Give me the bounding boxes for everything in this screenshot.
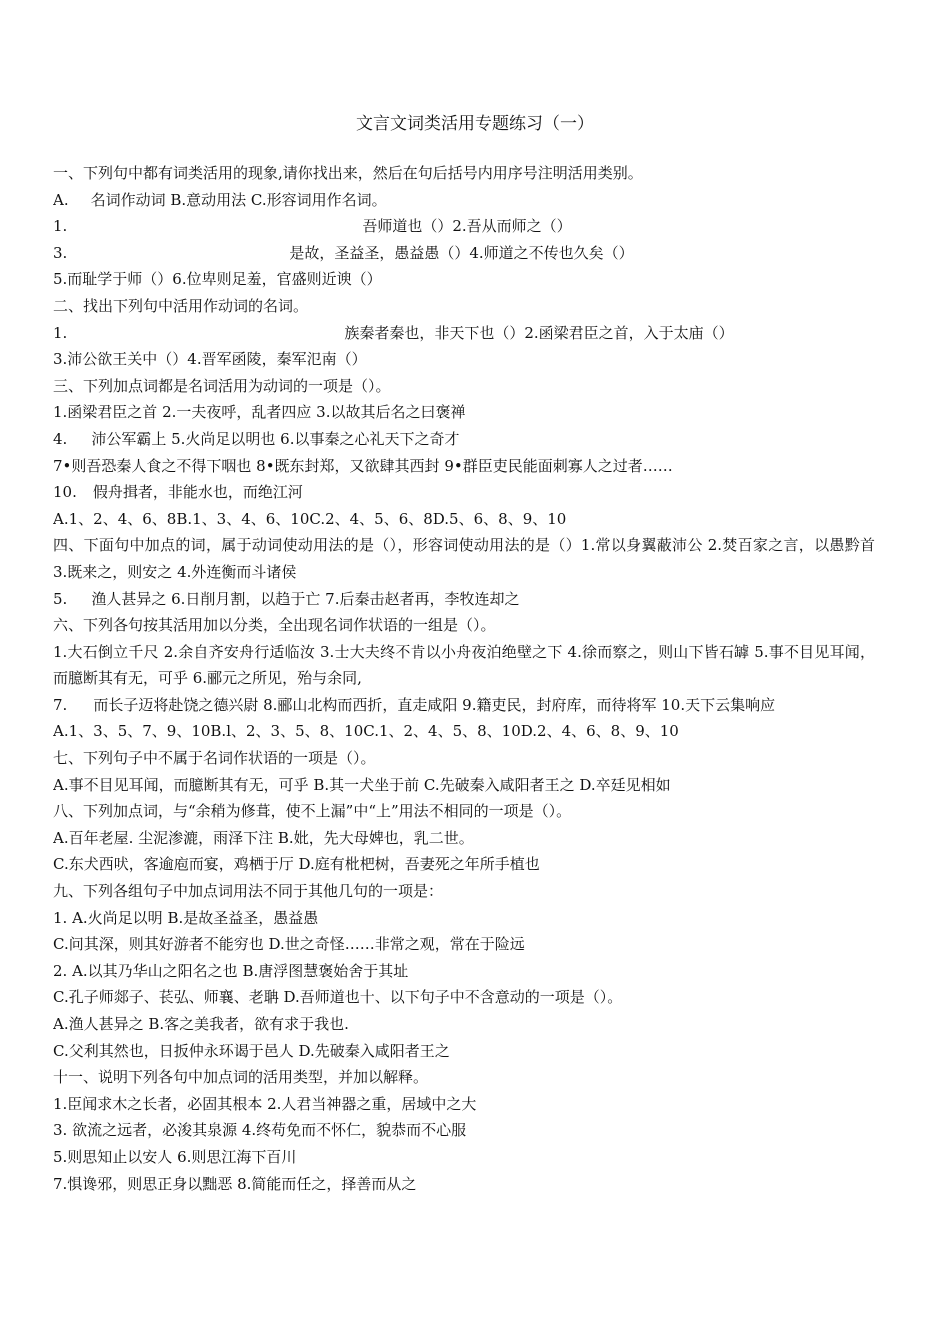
text-line: 3. 欲流之远者，必浚其泉源 4.终苟免而不怀仁，貌恭而不心服 [53,1121,467,1140]
text-line [53,426,875,453]
text-line: C.孔子师郯子、苌弘、师襄、老聃 D.吾师道也十、以下句子中不含意动的一项是（）。 [53,988,623,1007]
document-title: 文言文词类活用专题练习（一） [356,114,594,134]
text-line: C.父利其然也，日扳仲永环谒于邑人 D.先破秦入咸阳者王之 [53,1041,450,1060]
text-line: A.百年老屋. 尘泥渗漉，雨泽下注 B.妣，先大母婢也，乳二世。 [53,828,474,847]
text-line: 2. A.以其乃华山之阳名之也 B.唐浮图慧褒始舍于其址 [53,961,409,980]
text-line: C.东犬西吠，客逾庖而宴，鸡栖于厅 D.庭有枇杷树，吾妻死之年所手植也 [53,855,540,874]
text-line: A.事不目见耳闻，而臆断其有无，可乎 B.其一犬坐于前 C.先破秦入咸阳者王之 D.卒廷见相如 [53,775,671,794]
item-text: 而长子迈将赴饶之德兴尉 8.郦山北构而西折，直走咸阳 9.籍吏民，封府库，而待将军 10.天下云集响应 [93,695,776,714]
item-label: 3. [53,243,68,262]
text-line [53,213,875,240]
text-line [53,187,875,214]
item-text: 渔人甚异之 6.日削月割，以趋于亡 7.后秦击赵者再，李牧连却之 [91,589,520,608]
text-line: 7.惧谗邪，则思正身以黜恶 8.简能而任之，择善而从之 [53,1174,417,1193]
item-label: 1. [53,323,68,342]
item-label: 1. [53,217,68,236]
answer-options: A.1、2、4、6、8B.1、3、4、6、10C.2、4、5、6、8D.5、6、8、9、10 [53,509,567,528]
text-line: C.问其深，则其好游者不能穷也 D.世之奇怪……非常之观，常在于险远 [53,935,525,954]
section-8-heading: 八、下列加点词，与“余稍为修葺，使不上漏”中“上”用法不相同的一项是（）。 [53,802,572,821]
text-line: 5.而耻学于师（）6.位卑则足羞，官盛则近谀（） [53,270,382,289]
text-line [53,240,875,267]
section-1-heading: 一、下列句中都有词类活用的现象,请你找出来，然后在句后括号内用序号注明活用类别。 [53,164,643,182]
item-label: 5. [53,589,68,608]
item-label: 4. [53,429,68,448]
item-text: 吾师道也（）2.吾从而师之（） [362,217,572,236]
section-2-heading: 二、找出下列句中活用作动词的名词。 [53,296,309,315]
text-line: 1.函梁君臣之首 2.一夫夜呼，乱者四应 3.以故其后名之曰褒禅 [53,403,466,422]
text-line [53,479,875,506]
text-line: 1. A.火尚足以明 B.是故圣益圣，愚益愚 [53,908,319,927]
item-text: 沛公军霸上 5.火尚足以明也 6.以事秦之心礼天下之奇才 [91,429,460,448]
text-line: 5.则思知止以安人 6.则思江海下百川 [53,1147,297,1166]
section-3-heading: 三、下列加点词都是名词活用为动词的一项是（）。 [53,376,391,395]
text-line [53,586,875,613]
item-label: A. [53,190,69,209]
text-line: 1.大石倒立千尺 2.余自齐安舟行适临汝 3.士大夫终不肯以小舟夜泊绝壁之下 4.徐而察之，则山下皆石罅 5.事不目见耳闻，而臆断其有无，可乎 6.郦元之所见，殆与余同, [53,642,875,688]
document-body [53,160,875,1197]
text-line [53,320,875,347]
item-label: 7. [53,695,68,714]
item-text: 假舟揖者，非能水也，而绝江河 [92,483,303,502]
section-6-heading: 六、下列各句按其活用加以分类，全出现名词作状语的一组是（）。 [53,616,496,635]
item-text: 名词作动词 B.意动用法 C.形容词用作名词。 [90,190,387,209]
item-label: 10. [53,483,77,502]
answer-options: A.1、3、5、7、9、10B.l、2、3、5、8、10C.1、2、4、5、8、10D.2、4、6、8、9、10 [53,722,679,741]
section-4-heading: 四、下面句中加点的词，属于动词使动用法的是（），形容词使动用法的是（）1.常以身翼蔽沛公 2.焚百家之言，以愚黔首 3.既来之，则安之 4.外连衡而斗诸侯 [53,536,875,581]
text-line [53,692,875,719]
section-9-heading: 九、下列各组句子中加点词用法不同于其他几句的一项是： [53,882,444,901]
text-line: 7•则吾恐秦人食之不得下咽也 8•既东封郑，又欲肆其西封 9•群臣吏民能面刺寡人之过者…… [53,456,673,475]
text-line: 3.沛公欲王关中（）4.晋军函陵，秦军氾南（） [53,350,367,369]
section-7-heading: 七、下列句子中不属于名词作状语的一项是（）。 [53,749,376,768]
text-line: A.渔人甚异之 B.客之美我者，欲有求于我也. [53,1015,349,1033]
text-line: 1.臣闻求木之长者，必固其根本 2.人君当神器之重，居域中之大 [53,1094,477,1113]
item-text: 族秦者秦也，非天下也（）2.函梁君臣之首，入于太庙（） [344,323,734,342]
section-11-heading: 十一、说明下列各句中加点词的活用类型，并加以解释。 [53,1068,429,1087]
item-text: 是故，圣益圣，愚益愚（）4.师道之不传也久矣（） [289,243,634,262]
